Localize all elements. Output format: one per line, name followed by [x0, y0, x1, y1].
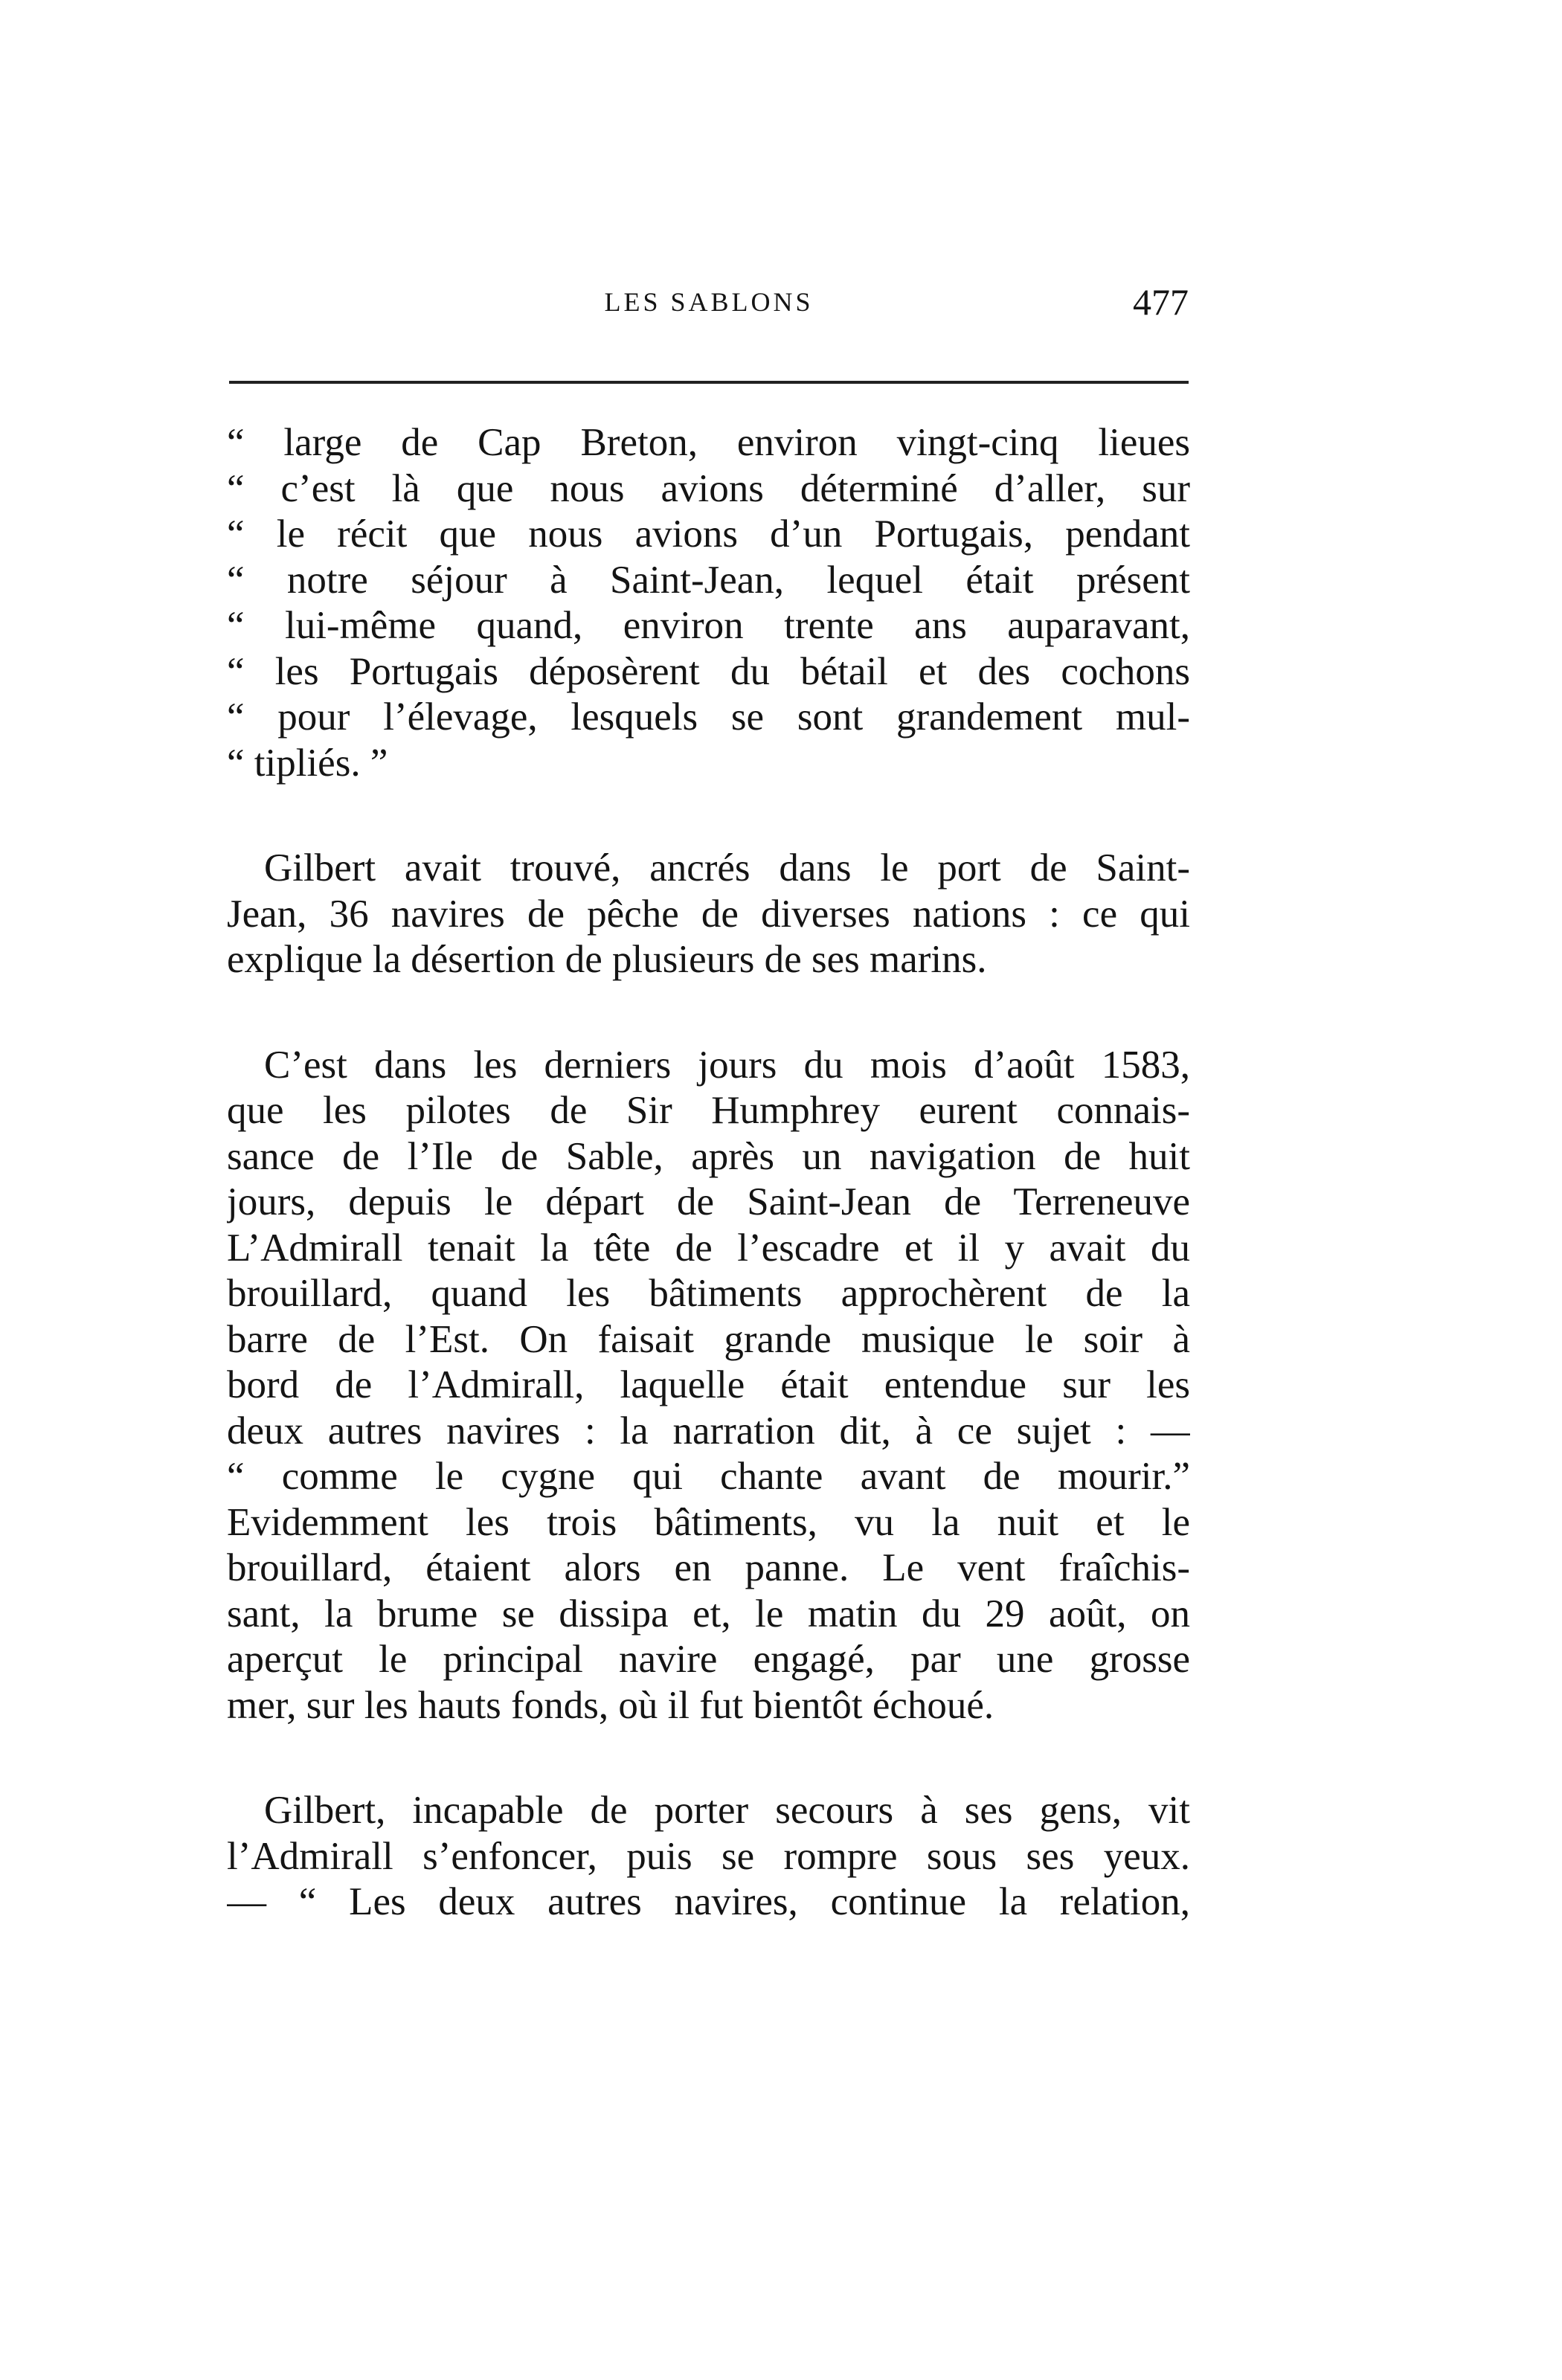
header-rule: [229, 381, 1189, 384]
page-number: 477: [1133, 281, 1189, 323]
text-line: “ le récit que nous avions d’un Portugais, pendant: [227, 512, 1190, 556]
page-header: [229, 281, 1189, 331]
paragraph-spacer: [227, 1728, 1190, 1788]
text-line: “ c’est là que nous avions déterminé d’aller, sur: [227, 466, 1190, 510]
paragraph-spacer: [227, 786, 1190, 846]
text-line: jours, depuis le départ de Saint-Jean de Terreneuve: [227, 1180, 1190, 1223]
text-line: “ large de Cap Breton, environ vingt-cinq lieues: [227, 421, 1190, 464]
text-line: L’Admirall tenait la tête de l’escadre et il y avait du: [227, 1226, 1190, 1270]
paragraph-gilbert-port: [227, 846, 1190, 983]
text-line: Gilbert, incapable de porter secours à ses gens, vit: [264, 1789, 1190, 1832]
paragraph-quote: [227, 420, 1190, 786]
paragraph-gilbert-admirall: [227, 1788, 1190, 1926]
text-line: brouillard, étaient alors en panne. Le vent fraîchis-: [227, 1546, 1190, 1589]
text-line: l’Admirall s’enfoncer, puis se rompre sous ses yeux.: [227, 1834, 1190, 1878]
text-line: explique la désertion de plusieurs de ses marins.: [227, 938, 987, 981]
running-head: LES SABLONS: [604, 287, 814, 317]
text-line: “ les Portugais déposèrent du bétail et des cochons: [227, 649, 1190, 693]
text-line: C’est dans les derniers jours du mois d’août 1583,: [264, 1043, 1190, 1087]
text-line: sance de l’Ile de Sable, après un navigation de huit: [227, 1134, 1190, 1178]
text-line: deux autres navires : la narration dit, à ce sujet : —: [227, 1409, 1190, 1453]
text-line: Evidemment les trois bâtiments, vu la nuit et le: [227, 1500, 1190, 1544]
text-line: bord de l’Admirall, laquelle était entendue sur les: [227, 1363, 1190, 1406]
body-text: [227, 420, 1190, 1926]
text-line: “ lui-même quand, environ trente ans auparavant,: [227, 604, 1190, 647]
text-line: aperçut le principal navire engagé, par une grosse: [227, 1638, 1190, 1681]
text-line: sant, la brume se dissipa et, le matin du 29 août, on: [227, 1592, 1190, 1636]
paragraph-august: [227, 1043, 1190, 1729]
text-line: Jean, 36 navires de pêche de diverses nations : ce qui: [227, 892, 1190, 936]
text-line: — “ Les deux autres navires, continue la relation,: [227, 1880, 1190, 1923]
paragraph-spacer: [227, 983, 1190, 1043]
text-line: “ tipliés. ”: [227, 741, 388, 785]
text-line: barre de l’Est. On faisait grande musique le soir à: [227, 1317, 1190, 1361]
text-line: Gilbert avait trouvé, ancrés dans le port de Saint-: [264, 846, 1190, 890]
text-line: que les pilotes de Sir Humphrey eurent connais-: [227, 1089, 1190, 1132]
text-line: “ notre séjour à Saint-Jean, lequel était présent: [227, 558, 1190, 602]
text-line: mer, sur les hauts fonds, où il fut bientôt échoué.: [227, 1683, 994, 1727]
text-line: “ pour l’élevage, lesquels se sont grandement mul-: [227, 695, 1190, 739]
text-line: “ comme le cygne qui chante avant de mourir.”: [227, 1455, 1190, 1498]
text-line: brouillard, quand les bâtiments approchèrent de la: [227, 1272, 1190, 1315]
